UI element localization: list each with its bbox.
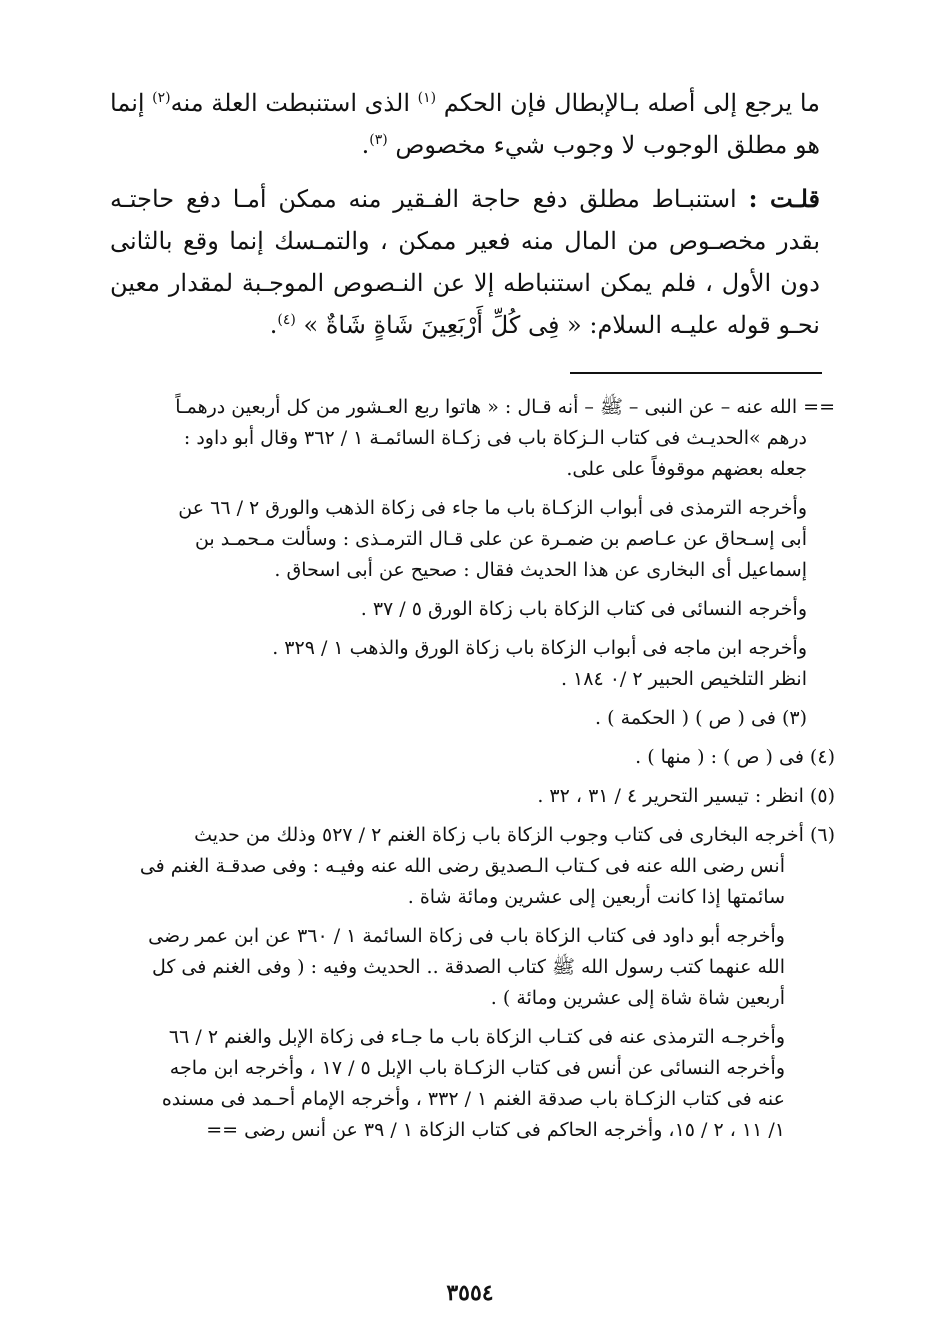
main-text <box>110 82 820 358</box>
text-span: مخصـوص من المال منه فعير ممكن ، والتمـسك إنما وقع بالثانى دون الأول ، <box>110 227 820 297</box>
footnote-line: (٣) فى ( ص ) ( الحكمة ) . <box>595 707 807 729</box>
footnote-line: وأخرجه ابن ماجه فى أبواب الزكاة باب زكاة الورق والذهب ١ / ٣٢٩ . <box>272 637 807 659</box>
text-span: ما يرجع إلى أصله بـالإبطال فإن الحكم <box>436 89 820 117</box>
footnote-line: == الله عنه – عن النبى – ﷺ – أنه قـال : « هاتوا ربع العـشور من كل أربعين درهمـاً <box>175 396 835 418</box>
text-span: الذى استنبطت العلة منه <box>170 89 418 117</box>
footnote-line: سائمتها إذا كانت أربعين إلى عشرين ومائة شاة . <box>407 886 785 908</box>
footnote-tirmidhi-2 <box>110 1022 835 1146</box>
footnote-line: وأخرجه النسائى عن أنس فى كتاب الزكـاة باب الإبل ٥ / ١٧ ، وأخرجه ابن ماجه <box>169 1057 785 1079</box>
text-span: السلام: « فِى كُلِّ أَرْبَعِينَ شَاةٍ شَاةٌ » <box>295 311 663 339</box>
text-span: هو مطلق الوجوب لا وجوب شيء مخصوص <box>387 131 820 159</box>
footnote-3 <box>110 703 835 734</box>
footnote-line: أبى إسـحاق عن عـاصم بن ضمـرة عن على قـال الترمـذى : وسألت مـحمـد بن <box>194 528 807 550</box>
footnote-line: إسماعيل أى البخارى عن هذا الحديث فقال : صحيح عن أبى اسحاق . <box>274 559 807 581</box>
footnote-ref-2[interactable]: (٢) <box>152 90 171 106</box>
footnote-line: وأخرجـه الترمذى عنه فى كتـاب الزكاة باب ما جـاء فى زكاة الإبل والغنم ٢ / ٦٦ <box>168 1026 785 1048</box>
footnote-line: انظر التلخيص الحبير ٢ /٠ ١٨٤ . <box>560 668 807 690</box>
footnote-tirmidhi <box>110 493 835 586</box>
footnote-line: عنه فى كتاب الزكـاة باب صدقة الغنم ١ / ٣٣٢ ، وأخرجه الإمام أحـمد فى مسنده <box>161 1088 785 1110</box>
text-span: فلم يمكن استنباطه إلا عن النـصوص الموجـبة لمقدار معين نحـو قوله عليـه <box>110 269 820 339</box>
text-span: . <box>361 131 370 159</box>
footnote-nasai <box>110 594 835 625</box>
footnote-line: (٥) انظر : تيسير التحرير ٤ / ٣١ ، ٣٢ . <box>537 785 835 807</box>
footnote-abudawud <box>110 921 835 1014</box>
text-span: استنبـاط مطلق دفع حاجة الفـقير منه ممكن أمـا دفع حاجتـه بقدر <box>110 185 820 255</box>
footnote-ref-1[interactable]: (١) <box>417 90 437 106</box>
qultu-lead: قلـت : <box>748 184 820 213</box>
text-span: إنما <box>110 89 153 117</box>
footnote-line: وأخرجه الترمذى فى أبواب الزكـاة باب ما جاء فى زكاة الذهب والورق ٢ / ٦٦ عن <box>178 497 807 519</box>
page-number: ٣٥٥٤ <box>446 1280 494 1306</box>
footnote-line: (٦) أخرجه البخارى فى كتاب وجوب الزكاة باب زكاة الغنم ٢ / ٥٢٧ وذلك من حديث <box>194 824 835 846</box>
footnote-ref-3[interactable]: (٣) <box>369 132 388 148</box>
footnote-line: درهم »الحديـث فى كتاب الـزكاة باب فى زكـاة السائمـة ١ / ٣٦٢ وقال أبو داود : <box>183 427 807 449</box>
paragraph-1 <box>110 82 820 166</box>
paragraph-2 <box>110 178 820 346</box>
footnote-4 <box>110 742 835 773</box>
footnotes <box>110 392 835 1154</box>
footnote-continued <box>110 392 835 485</box>
footnote-ref-4[interactable]: (٤) <box>277 312 296 328</box>
footnote-line: جعله بعضهم موقوفاً على على. <box>566 458 807 480</box>
text-span: . <box>269 311 278 339</box>
footnote-6 <box>110 820 835 913</box>
footnote-5 <box>110 781 835 812</box>
footnote-line: الله عنهما كتب رسول الله ﷺ كتاب الصدقة .. الحديث وفيه : ( وفى الغنم فى كل <box>151 956 785 978</box>
footnote-line: أربعين شاة شاة إلى عشرين ومائة ) . <box>490 987 785 1009</box>
footnote-line: (٤) فى ( ص ) : ( منها ) . <box>635 746 835 768</box>
footnote-line: وأخرجه النسائى فى كتاب الزكاة باب زكاة الورق ٥ / ٣٧ . <box>360 598 807 620</box>
footnote-divider <box>570 372 822 374</box>
footnote-line: وأخرجه أبو داود فى كتاب الزكاة باب فى زكاة السائمة ١ / ٣٦٠ عن ابن عمر رضى <box>148 925 785 947</box>
footnote-ibnmajah <box>110 633 835 695</box>
footnote-line: ١/ ١١ ، ٢ / ١٥، وأخرجه الحاكم فى كتاب الزكاة ١ / ٣٩ عن أنس رضى == <box>206 1119 785 1141</box>
footnote-line: أنس رضى الله عنه فى كـتاب الـصديق رضى الله عنه وفيـه : وفى صدقـة الغنم فى <box>139 855 785 877</box>
